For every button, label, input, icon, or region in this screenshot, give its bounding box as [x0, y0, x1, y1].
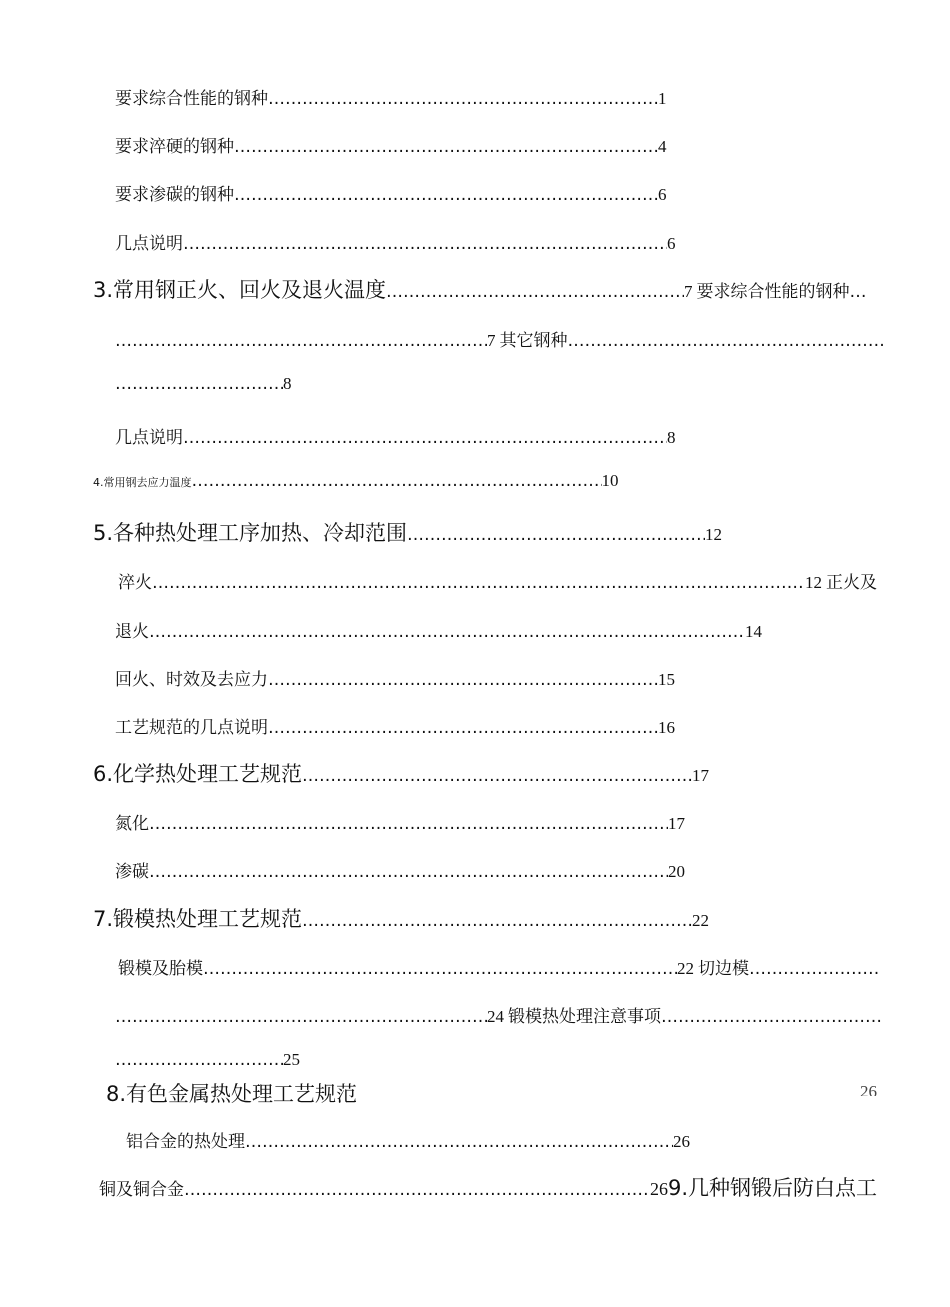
toc-page-number: 14	[745, 622, 762, 641]
leader-dots	[152, 573, 805, 593]
toc-page-number: 6	[658, 185, 667, 204]
leader-dots	[234, 137, 658, 157]
toc-entry-title: 4.常用钢去应力温度	[93, 476, 192, 489]
leader-dots	[203, 959, 677, 979]
toc-entry-title: 切边模	[698, 959, 749, 979]
leader-dots	[149, 814, 668, 834]
toc-entry-title: 工艺规范的几点说明	[115, 718, 268, 738]
toc-entry	[115, 180, 667, 205]
toc-page-number: 7	[487, 331, 496, 350]
toc-page-number: 8	[283, 374, 292, 393]
toc-entry	[115, 713, 675, 738]
leader-dots	[268, 718, 658, 738]
toc-entry	[93, 903, 709, 933]
leader-dots	[302, 911, 692, 931]
leader-dots	[115, 1050, 283, 1070]
toc-entry-title: 铜及铜合金	[99, 1180, 184, 1200]
toc-page-number: 10	[601, 471, 619, 490]
leader-dots	[234, 185, 658, 205]
toc-page-number: 12	[705, 525, 723, 544]
toc-entry-title: 锻模热处理注意事项	[508, 1007, 661, 1027]
leader-dots	[149, 862, 668, 882]
toc-page-number: 6	[667, 234, 676, 253]
toc-page-number: 17	[692, 766, 710, 785]
toc-page-number: 4	[658, 137, 667, 156]
toc-entry-title: 渗碳	[115, 862, 149, 882]
leader-dots	[115, 1007, 487, 1027]
toc-page-number: 15	[658, 670, 675, 689]
toc-entry-title: 要求综合性能的钢种	[696, 282, 850, 302]
leader-dots	[302, 766, 692, 786]
leader-dots	[749, 959, 881, 979]
toc-entry-title: 几点说明	[115, 428, 183, 448]
toc-entry-title: 8.有色金属热处理工艺规范	[106, 1082, 358, 1106]
toc-entry-title: 7.锻模热处理工艺规范	[93, 907, 303, 931]
toc-entry	[115, 374, 292, 394]
toc-entry	[93, 274, 868, 304]
toc-page-number: 26	[673, 1132, 690, 1151]
leader-dots	[115, 374, 283, 394]
toc-entry-title: 退火	[115, 622, 149, 642]
toc-page-number: 1	[658, 89, 667, 108]
toc-entry	[115, 809, 685, 834]
leader-dots	[386, 282, 684, 302]
leader-dots	[661, 1007, 883, 1027]
toc-entry	[93, 758, 709, 788]
toc-entry	[115, 857, 685, 882]
toc-page-number: 20	[668, 862, 685, 881]
toc-entry	[118, 568, 877, 593]
toc-entry-title: 回火、时效及去应力	[115, 670, 268, 690]
leader-dots	[183, 234, 667, 254]
leader-dots	[568, 331, 884, 351]
toc-entry-title: 要求淬硬的钢种	[115, 137, 234, 157]
toc-entry-title: 5.各种热处理工序加热、冷却范围	[93, 521, 408, 545]
toc-entry	[118, 954, 881, 979]
toc-entry	[93, 517, 722, 547]
leader-dots	[268, 89, 658, 109]
leader-dots	[407, 525, 705, 545]
toc-entry	[115, 1050, 300, 1070]
toc-entry	[115, 132, 667, 157]
toc-page-number: 8	[667, 428, 676, 447]
leader-dots	[184, 1180, 650, 1200]
toc-page-number: 25	[283, 1050, 300, 1069]
toc-entry-title: 3.常用钢正火、回火及退火温度	[93, 278, 387, 302]
toc-entry-title: 铝合金的热处理	[126, 1132, 245, 1152]
toc-entry-title: 要求渗碳的钢种	[115, 185, 234, 205]
toc-page-number: 22	[677, 959, 694, 978]
toc-entry	[115, 326, 884, 351]
toc-entry-title: 要求综合性能的钢种	[115, 89, 268, 109]
toc-page-number: 16	[658, 718, 675, 737]
toc-entry-title: 氮化	[115, 814, 149, 834]
toc-entry	[115, 1002, 883, 1027]
toc-entry	[115, 423, 676, 448]
leader-dots	[115, 331, 487, 351]
toc-entry	[106, 1078, 357, 1108]
toc-entry	[115, 84, 667, 109]
leader-dots	[192, 471, 602, 491]
toc-entry-title: 几点说明	[115, 234, 183, 254]
toc-page-number: 24	[487, 1007, 504, 1026]
toc-entry-title: 锻模及胎模	[118, 959, 203, 979]
toc-entry	[115, 665, 675, 690]
leader-dots	[245, 1132, 673, 1152]
leader-dots	[149, 622, 745, 642]
toc-entry-title: 其它钢种	[499, 331, 568, 351]
toc-page-number: 22	[692, 911, 710, 930]
toc-page-number: 26	[860, 1082, 877, 1096]
leader-dots	[850, 282, 868, 302]
toc-entry-title: 6.化学热处理工艺规范	[93, 762, 303, 786]
toc-entry	[115, 617, 762, 642]
toc-entry	[115, 229, 676, 254]
toc-entry-title: 淬火	[118, 573, 152, 593]
toc-page-number: 12	[805, 573, 822, 592]
toc-entry	[126, 1127, 690, 1152]
toc-page-number-clipped	[860, 1082, 877, 1096]
leader-dots	[183, 428, 667, 448]
toc-entry-title: 9.几种钢锻后防白点工	[668, 1176, 878, 1200]
toc-page-number: 26	[650, 1179, 668, 1199]
toc-entry	[99, 1172, 877, 1202]
toc-entry	[93, 471, 619, 491]
leader-dots	[268, 670, 658, 690]
toc-entry-title: 正火及	[826, 573, 877, 593]
toc-page-number: 17	[668, 814, 685, 833]
toc-page-number: 7	[684, 282, 693, 301]
